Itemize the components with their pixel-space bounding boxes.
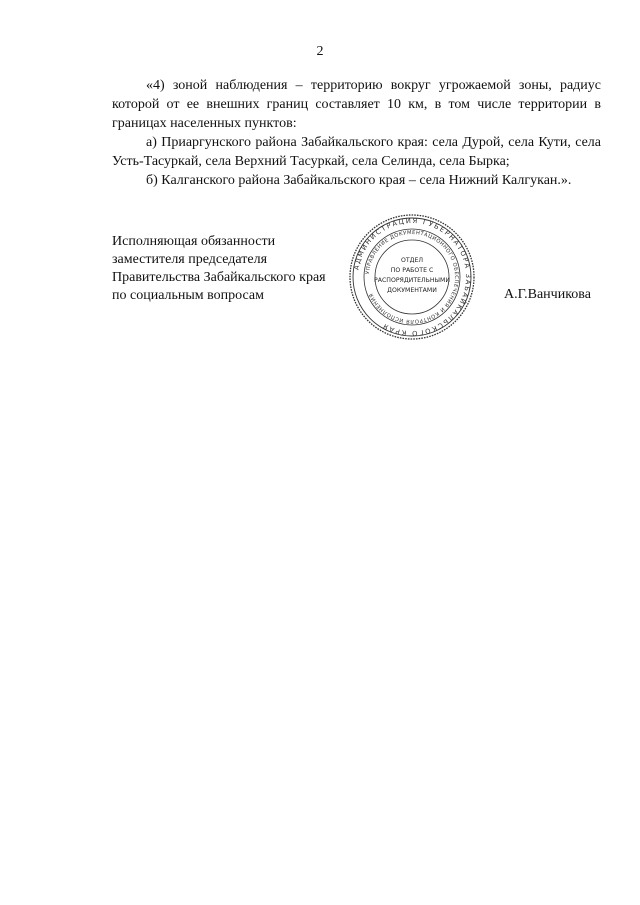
paragraph-kalgansky-district: б) Калганского района Забайкальского края – села Нижний Калгукан.». [146, 173, 572, 188]
paragraph-observation-zone: «4) зоной наблюдения – территорию вокруг угрожаемой зоны, радиус которой от ее внешних границ составляет 10 км, в том числе территории в границах населенных пунктов: [112, 78, 601, 131]
seal-inner-text: УПРАВЛЕНИЕ ДОКУМЕНТАЦИОННОГО ОБЕСПЕЧЕНИЯ И КОНТРОЛЯ ИСПОЛНЕНИЯ [365, 229, 460, 325]
seal-center-line: РАСПОРЯДИТЕЛЬНЫМИ [374, 277, 450, 284]
seal-graphic [347, 212, 477, 342]
signatory-line: по социальным вопросам [112, 288, 264, 303]
paragraph-priargunsky-district: а) Приаргунского района Забайкальского края: села Дурой, села Кути, села Усть-Тасуркай, села Верхний Тасуркай, села Селинда, села Бырка; [112, 135, 601, 169]
signatory-line: Правительства Забайкальского края [112, 270, 326, 285]
seal-outer-text: АДМИНИСТРАЦИЯ ГУБЕРНАТОРА ЗАБАЙКАЛЬСКОГО КРАЯ [352, 216, 473, 338]
body-text [112, 76, 601, 190]
signatory-line: Исполняющая обязанности [112, 234, 276, 249]
seal-center-line: ОТДЕЛ [400, 257, 424, 264]
signatory-line: заместителя председателя [112, 252, 268, 267]
signatory-position [112, 233, 362, 305]
signer-name: А.Г.Ванчикова [504, 287, 591, 302]
seal-center-line: ПО РАБОТЕ С [390, 267, 434, 274]
page-number: 2 [316, 44, 324, 59]
seal-center-line: ДОКУМЕНТАМИ [387, 287, 437, 294]
official-seal [347, 212, 477, 342]
